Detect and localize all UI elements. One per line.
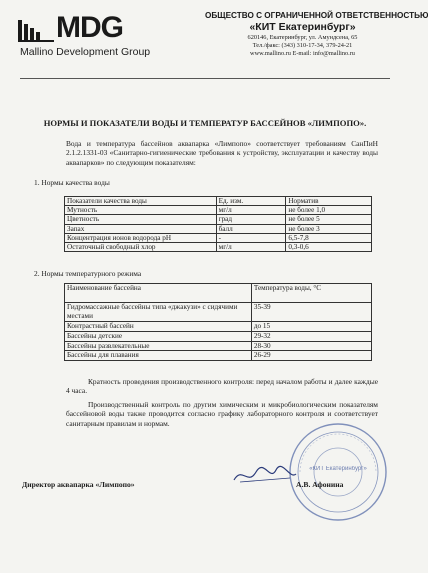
production-control-paragraph: Производственный контроль по другим химическим и микробиологическим показателям бассейновой воды также проводится согласно графику лабораторного контроля и соответствует санитарным правилам и нормам. [66,400,378,428]
table-cell: не более 3 [286,224,372,233]
table-header-cell: Ед. изм. [216,197,286,206]
table-cell: Контрастный бассейн [65,322,252,332]
handwritten-signature-icon [230,462,300,488]
table-cell: Бассейны для плавания [65,351,252,361]
org-address-line: 620146, Екатеринбург, ул. Амундсена, 65 [247,34,358,41]
mdg-logo-icon [18,14,54,44]
director-position: Директор аквапарка «Лимпопо» [22,480,135,489]
org-web-line: www.mallino.ru E-mail: info@mallino.ru [250,50,355,58]
table-cell: Цветность [65,215,217,224]
table-cell: Бассейны развлекательные [65,341,252,351]
table-cell: балл [216,224,286,233]
table-row [65,224,372,233]
company-logo [10,12,190,62]
table-cell: 28-30 [251,341,371,351]
intro-paragraph: Вода и температура бассейнов аквапарка «Лимпопо» соответствует требованиям СанПиН 2.1.2.1331-03 «Санитарно-гигиенические требования к устройству, эксплуатации и качеству воды аквапарков» по следующим показателям: [66,139,378,167]
table-row [65,206,372,215]
document-title: НОРМЫ И ПОКАЗАТЕЛИ ВОДЫ И ТЕМПЕРАТУР БАССЕЙНОВ «ЛИМПОПО». [43,118,367,128]
org-legal-form: ОБЩЕСТВО С ОГРАНИЧЕННОЙ ОТВЕТСТВЕННОСТЬЮ [205,11,428,20]
table-cell: град [216,215,286,224]
table-row [65,215,372,224]
table-cell: до 15 [251,322,371,332]
table-header-cell: Норматив [286,197,372,206]
section-heading-quality: 1. Нормы качества воды [34,178,110,187]
table-row [65,341,372,351]
table-cell: 26-29 [251,351,371,361]
header-divider [20,78,390,79]
org-phone-line: Тел./факс: (343) 310-17-34, 379-24-21 [252,42,353,50]
table-cell: 6,5-7,8 [286,233,372,242]
table-cell: 35-39 [251,303,371,322]
logo-wordmark: MDG [56,11,123,44]
water-quality-table [64,196,372,252]
table-cell: мг/л [216,206,286,215]
table-header-cell: Наименование бассейна [65,284,252,303]
table-cell: Мутность [65,206,217,215]
table-cell: мг/л [216,243,286,252]
table-header-row [65,197,372,206]
table-header-cell: Показатели качества воды [65,197,217,206]
table-cell: не более 5 [286,215,372,224]
table-cell: Запах [65,224,217,233]
table-cell: не более 1,0 [286,206,372,215]
table-row [65,303,372,322]
table-cell: Концентрация ионов водорода рН [65,233,217,242]
control-frequency-paragraph: Кратность проведения производственного контроля: перед началом работы и далее каждые 4 часа. [66,377,378,396]
table-row [65,322,372,332]
table-cell: Остаточный свободный хлор [65,243,217,252]
pool-temperature-table [64,283,372,361]
director-name: А.В. Афонина [296,480,344,489]
section-heading-temperature: 2. Нормы температурного режима [34,269,142,278]
table-cell: Бассейны детские [65,331,252,341]
logo-subtitle: Mallino Development Group [20,46,151,58]
table-cell: - [216,233,286,242]
org-name: «КИТ Екатеринбург» [249,21,356,33]
table-row [65,233,372,242]
table-cell: Гидромассажные бассейны типа «джакузи» с сидячими местами [65,303,252,322]
stamp-text: «КИТ Екатеринбург» [309,466,367,472]
company-stamp-icon [286,420,390,524]
table-row [65,243,372,252]
organization-block [205,11,428,59]
table-row [65,351,372,361]
table-header-cell: Температура воды, °С [251,284,371,303]
table-row [65,331,372,341]
table-cell: 29-32 [251,331,371,341]
table-cell: 0,3-0,6 [286,243,372,252]
table-header-row [65,284,372,303]
